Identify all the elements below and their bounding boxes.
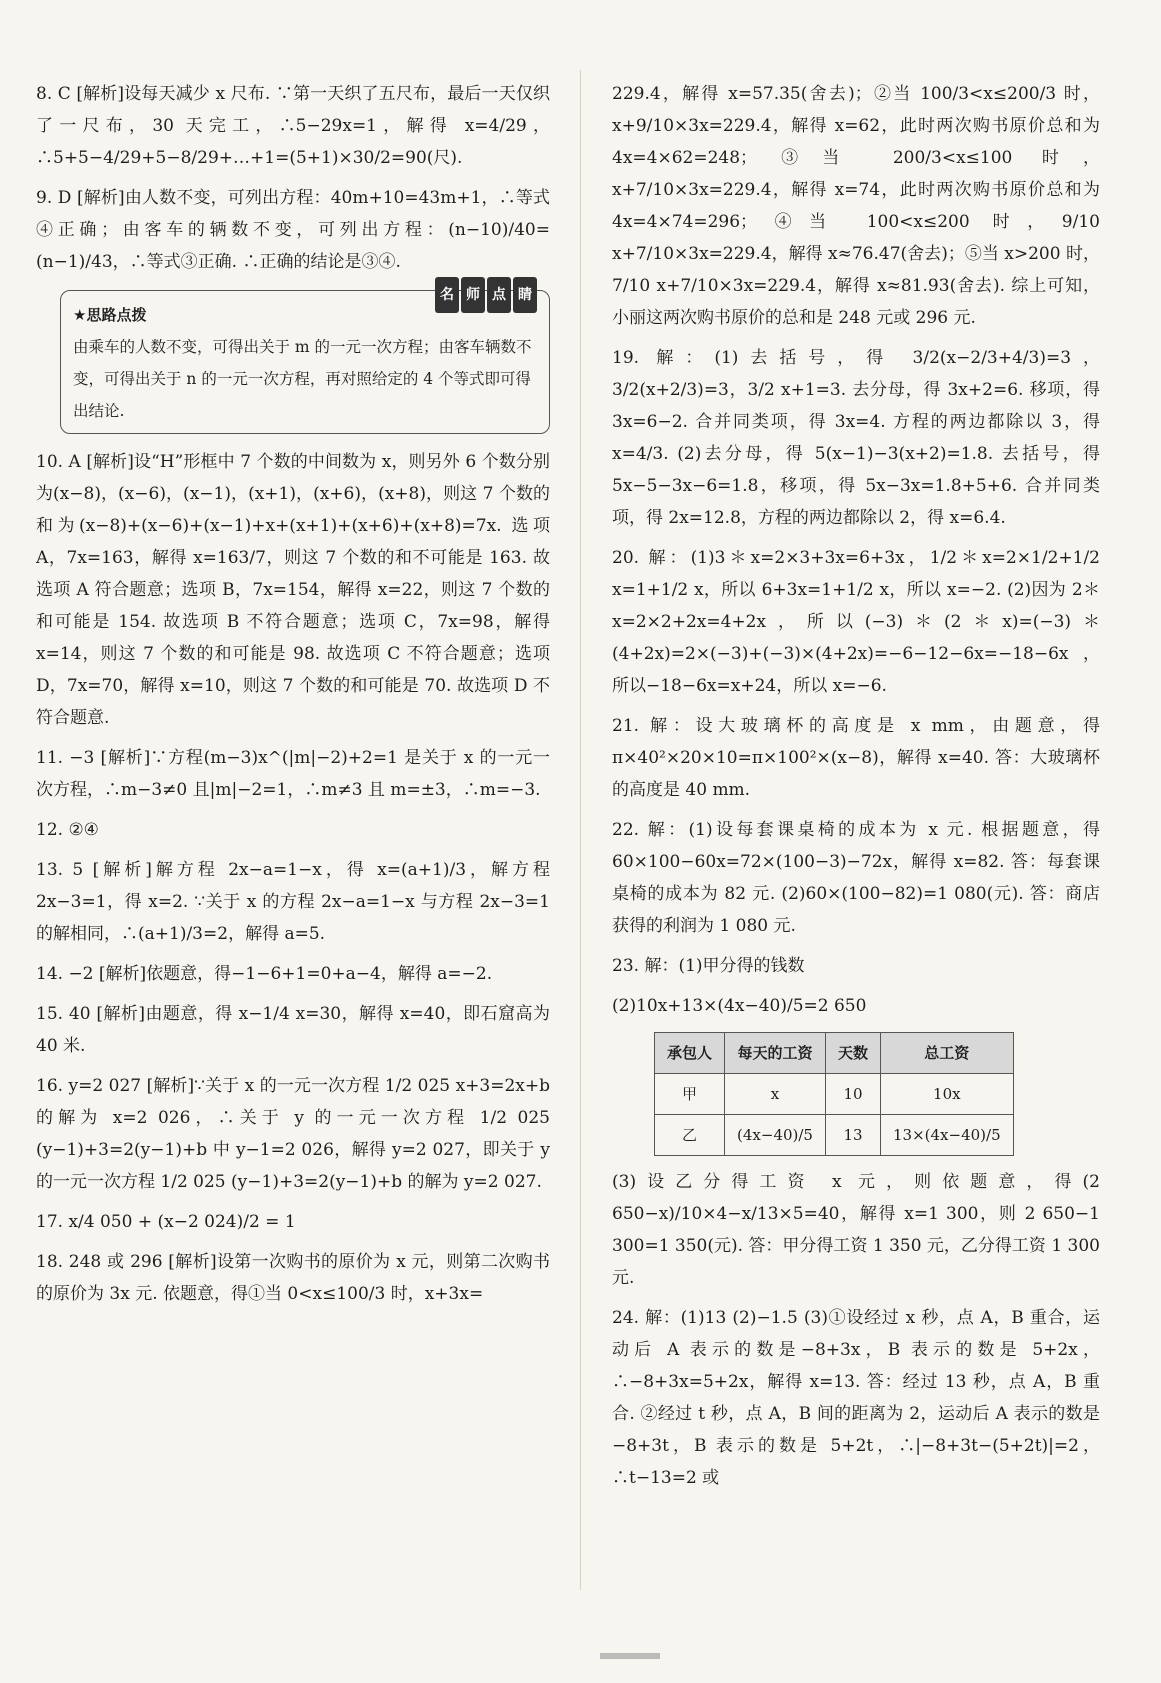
answer-8: 8. C [解析]设每天减少 x 尺布. ∵第一天织了五尺布，最后一天仅织了一尺布，30 天完工，∴5−29x=1，解得 x=4/29，∴5+5−4/29+5−8/29+…+1=(5+1)×30/2=90(尺). bbox=[36, 84, 550, 168]
table-cell: 乙 bbox=[655, 1115, 725, 1156]
table-cell: 13 bbox=[825, 1115, 880, 1156]
answer-18: 18. 248 或 296 [解析]设第一次购书的原价为 x 元，则第二次购书的原价为 3x 元. 依题意，得①当 0<x≤100/3 时，x+3x= bbox=[36, 1252, 550, 1304]
answer-17: 17. x/4 050 + (x−2 024)/2 = 1 bbox=[36, 1212, 296, 1232]
table-header: 总工资 bbox=[881, 1033, 1014, 1074]
table-cell: 10 bbox=[825, 1074, 880, 1115]
answer-12: 12. ②④ bbox=[36, 820, 99, 840]
tip-title: ★思路点拨 bbox=[73, 306, 147, 324]
right-column bbox=[612, 78, 1100, 1502]
answer-10: 10. A [解析]设“H”形框中 7 个数的中间数为 x，则另外 6 个数分别为(x−8)，(x−6)，(x−1)，(x+1)，(x+6)，(x+8)，则这 7 个数的和为(x−8)+(x−6)+(x−1)+x+(x+1)+(x+6)+(x+8)=7x. 选项 A，7x=163，解得 x=163/7，则这 7 个数的和不可能是 163. 故选项 A 符合题意；选项 B，7x=154，解得 x=22，则这 7 个数的和可能是 154. 故选项 B 不符合题意；选项 C，7x=98，解得 x=14，则这 7 个数的和可能是 98. 故选项 C 不符合题意；选项 D，7x=70，解得 x=10，则这 7 个数的和可能是 70. 故选项 D 不符合题意. bbox=[36, 452, 550, 728]
answer-24: 24. 解：(1)13 (2)−1.5 (3)①设经过 x 秒，点 A，B 重合，运动后 A 表示的数是−8+3x，B 表示的数是 5+2x，∴−8+3x=5+2x，解得 x=13. 答：经过 13 秒，点 A，B 重合. ②经过 t 秒，点 A，B 间的距离为 2，运动后 A 表示的数是−8+3t，B 表示的数是 5+2t，∴|−8+3t−(5+2t)|=2，∴t−13=2 或 bbox=[612, 1308, 1100, 1488]
answer-13: 13. 5 [解析]解方程 2x−a=1−x，得 x=(a+1)/3，解方程 2x−3=1，得 x=2. ∵关于 x 的方程 2x−a=1−x 与方程 2x−3=1 的解相同，∴(a+1)/3=2，解得 a=5. bbox=[36, 860, 550, 944]
answer-11: 11. −3 [解析]∵方程(m−3)x^(|m|−2)+2=1 是关于 x 的一元一次方程，∴m−3≠0 且|m|−2=1，∴m≠3 且 m=±3，∴m=−3. bbox=[36, 748, 550, 800]
tip-box bbox=[60, 287, 550, 434]
answer-23-part2: (2)10x+13×(4x−40)/5=2 650 bbox=[612, 996, 867, 1016]
answer-19: 19. 解：(1)去括号，得 3/2(x−2/3+4/3)=3，3/2(x+2/3)=3，3/2 x+1=3. 去分母，得 3x+2=6. 移项，得 3x=6−2. 合并同类项，得 3x=4. 方程的两边都除以 3，得 x=4/3. (2)去分母，得 5(x−1)−3(x+2)=1.8. 去括号，得 5x−5−3x−6=1.8，移项，得 5x−3x=1.8+5+6. 合并同类项，得 2x=12.8，方程的两边都除以 2，得 x=6.4. bbox=[612, 348, 1100, 528]
table-header: 天数 bbox=[825, 1033, 880, 1074]
answer-9: 9. D [解析]由人数不变，可列出方程：40m+10=43m+1，∴等式④正确；由客车的辆数不变，可列出方程：(n−10)/40=(n−1)/43，∴等式③正确. ∴正确的结论是③④. bbox=[36, 188, 550, 272]
table-cell: 13×(4x−40)/5 bbox=[881, 1115, 1014, 1156]
table-header-row bbox=[655, 1033, 1014, 1074]
table-cell: 10x bbox=[881, 1074, 1014, 1115]
left-column bbox=[36, 78, 550, 1318]
badge-char: 师 bbox=[461, 277, 485, 313]
tip-text: 由乘车的人数不变，可得出关于 m 的一元一次方程；由客车辆数不变，可得出关于 n 的一元一次方程，再对照给定的 4 个等式即可得出结论. bbox=[73, 338, 532, 420]
table-row bbox=[655, 1074, 1014, 1115]
table-cell: x bbox=[725, 1074, 826, 1115]
answer-16: 16. y=2 027 [解析]∵关于 x 的一元一次方程 1/2 025 x+3=2x+b 的解为 x=2 026，∴关于 y 的一元一次方程 1/2 025 (y−1)+3=2(y−1)+b 中 y−1=2 026，解得 y=2 027，即关于 y 的一元一次方程 1/2 025 (y−1)+3=2(y−1)+b 的解为 y=2 027. bbox=[36, 1076, 550, 1192]
answer-15: 15. 40 [解析]由题意，得 x−1/4 x=30，解得 x=40，即石窟高为 40 米. bbox=[36, 1004, 550, 1056]
table-cell: 甲 bbox=[655, 1074, 725, 1115]
answer-21: 21. 解：设大玻璃杯的高度是 x mm，由题意，得 π×40²×20×10=π×100²×(x−8)，解得 x=40. 答：大玻璃杯的高度是 40 mm. bbox=[612, 716, 1100, 800]
page-footer-mark bbox=[600, 1653, 660, 1659]
answer-23-part3: (3)设乙分得工资 x 元，则依题意，得(2 650−x)/10×4−x/13×5=40，解得 x=1 300，则 2 650−1 300=1 350(元). 答：甲分得工资 1 350 元，乙分得工资 1 300 元. bbox=[612, 1172, 1100, 1288]
table-row bbox=[655, 1115, 1014, 1156]
table-cell: (4x−40)/5 bbox=[725, 1115, 826, 1156]
badge-char: 名 bbox=[435, 277, 459, 313]
tip-badge bbox=[435, 277, 537, 313]
answer-23-part1: 23. 解：(1)甲分得的钱数 bbox=[612, 956, 805, 976]
badge-char: 睛 bbox=[513, 277, 537, 313]
column-divider bbox=[580, 70, 581, 1590]
badge-char: 点 bbox=[487, 277, 511, 313]
answer-14: 14. −2 [解析]依题意，得−1−6+1=0+a−4，解得 a=−2. bbox=[36, 964, 493, 984]
wage-table bbox=[654, 1032, 1014, 1156]
table-header: 每天的工资 bbox=[725, 1033, 826, 1074]
answer-22: 22. 解：(1)设每套课桌椅的成本为 x 元. 根据题意，得 60×100−60x=72×(100−3)−72x，解得 x=82. 答：每套课桌椅的成本为 82 元. (2)60×(100−82)=1 080(元). 答：商店获得的利润为 1 080 元. bbox=[612, 820, 1100, 936]
answer-18-continued: 229.4，解得 x=57.35(舍去)；②当 100/3<x≤200/3 时，x+9/10×3x=229.4，解得 x=62，此时两次购书原价总和为 4x=4×62=248；③当 200/3<x≤100 时，x+7/10×3x=229.4，解得 x=74，此时两次购书原价总和为 4x=4×74=296；④当 100<x≤200 时，9/10 x+7/10×3x=229.4，解得 x≈76.47(舍去)；⑤当 x>200 时，7/10 x+7/10×3x=229.4，解得 x≈81.93(舍去). 综上可知，小丽这两次购书原价的总和是 248 元或 296 元. bbox=[612, 84, 1100, 328]
table-header: 承包人 bbox=[655, 1033, 725, 1074]
answer-20: 20. 解：(1)3＊x=2×3+3x=6+3x，1/2＊x=2×1/2+1/2 x=1+1/2 x，所以 6+3x=1+1/2 x，所以 x=−2. (2)因为 2＊x=2×2+2x=4+2x，所以(−3)＊(2＊x)=(−3)＊(4+2x)=2×(−3)+(−3)×(4+2x)=−6−12−6x=−18−6x，所以−18−6x=x+24，所以 x=−6. bbox=[612, 548, 1100, 696]
